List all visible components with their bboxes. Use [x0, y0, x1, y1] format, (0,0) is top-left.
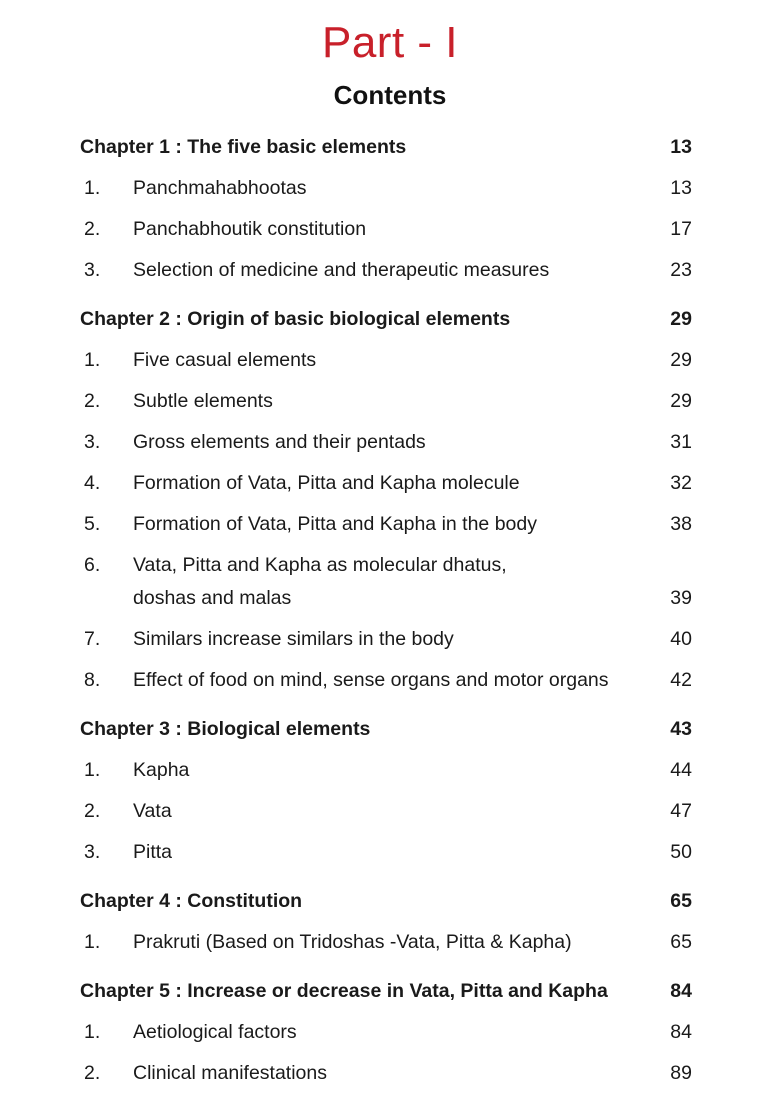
entry-title: Gross elements and their pentads [133, 431, 426, 453]
entry-number: 3. [84, 841, 101, 863]
entry-number: 3. [84, 431, 101, 453]
contents-heading: Contents [333, 80, 447, 110]
toc-entry[interactable] [80, 622, 692, 663]
entry-page: 32 [670, 472, 692, 494]
entry-page: 29 [670, 349, 692, 371]
entry-page: 29 [670, 390, 692, 412]
entry-page: 38 [670, 513, 692, 535]
entry-number: 5. [84, 513, 101, 535]
toc-entry[interactable] [80, 466, 692, 507]
chapter-2-heading[interactable] [80, 302, 692, 343]
entry-title-line-1: Vata, Pitta and Kapha as molecular dhatus, [133, 554, 507, 576]
entry-number: 1. [84, 177, 101, 199]
chapter-title: Chapter 2 : Origin of basic biological elements [80, 308, 511, 330]
entry-number: 2. [84, 390, 101, 412]
chapter-page: 43 [670, 718, 692, 740]
chapter-title: Chapter 5 : Increase or decrease in Vata, Pitta and Kapha [80, 980, 608, 1002]
table-of-contents [80, 130, 692, 1097]
chapter-3-heading[interactable] [80, 712, 692, 753]
chapter-5-heading[interactable] [80, 974, 692, 1015]
entry-number: 2. [84, 800, 101, 822]
entry-page: 17 [670, 218, 692, 240]
entry-number: 3. [84, 259, 101, 281]
entry-title: Panchabhoutik constitution [133, 218, 367, 240]
entry-title: Formation of Vata, Pitta and Kapha molecule [133, 472, 520, 494]
entry-number: 1. [84, 1021, 101, 1043]
entry-number: 6. [84, 554, 101, 576]
entry-number: 2. [84, 218, 101, 240]
chapter-1-heading[interactable] [80, 130, 692, 171]
toc-entry[interactable] [80, 212, 692, 253]
toc-entry[interactable] [80, 753, 692, 794]
toc-entry[interactable] [80, 1056, 692, 1097]
toc-entry[interactable] [80, 507, 692, 548]
chapter-page: 29 [670, 308, 692, 330]
entry-title: Kapha [133, 759, 190, 781]
entry-number: 1. [84, 931, 101, 953]
chapter-4-heading[interactable] [80, 884, 692, 925]
entry-page: 13 [670, 177, 692, 199]
entry-number: 8. [84, 669, 101, 691]
entry-number: 1. [84, 349, 101, 371]
toc-entry[interactable] [80, 171, 692, 212]
entry-title-line-2: doshas and malas [133, 587, 292, 609]
chapter-title: Chapter 4 : Constitution [80, 890, 303, 912]
toc-entry[interactable] [80, 343, 692, 384]
entry-title: Selection of medicine and therapeutic measures [133, 259, 550, 281]
entry-number: 1. [84, 759, 101, 781]
part-title: Part - I [321, 18, 459, 67]
entry-title: Vata [133, 800, 172, 822]
entry-title: Prakruti (Based on Tridoshas -Vata, Pitta & Kapha) [133, 931, 572, 953]
entry-title: Formation of Vata, Pitta and Kapha in the body [133, 513, 537, 535]
entry-title: Subtle elements [133, 390, 273, 412]
entry-page: 50 [670, 841, 692, 863]
toc-entry[interactable] [80, 925, 692, 966]
entry-page: 84 [670, 1021, 692, 1043]
chapter-page: 13 [670, 136, 692, 158]
toc-entry[interactable] [80, 548, 692, 622]
entry-number: 4. [84, 472, 101, 494]
entry-title: Pitta [133, 841, 173, 863]
entry-title: Panchmahabhootas [133, 177, 307, 199]
entry-title: Clinical manifestations [133, 1062, 328, 1084]
toc-entry[interactable] [80, 794, 692, 835]
toc-entry[interactable] [80, 253, 692, 294]
toc-entry[interactable] [80, 425, 692, 466]
toc-entry[interactable] [80, 835, 692, 876]
entry-page: 23 [670, 259, 692, 281]
chapter-title: Chapter 1 : The five basic elements [80, 136, 407, 158]
entry-number: 2. [84, 1062, 101, 1084]
toc-entry[interactable] [80, 384, 692, 425]
chapter-page: 84 [670, 980, 692, 1002]
entry-page: 31 [670, 431, 692, 453]
entry-title [133, 549, 652, 615]
entry-title: Aetiological factors [133, 1021, 297, 1043]
entry-title: Similars increase similars in the body [133, 628, 454, 650]
entry-title: Effect of food on mind, sense organs and motor organs [133, 669, 609, 691]
entry-page: 89 [670, 1062, 692, 1084]
entry-page: 44 [670, 759, 692, 781]
entry-page: 40 [670, 628, 692, 650]
toc-entry[interactable] [80, 1015, 692, 1056]
entry-page: 42 [670, 669, 692, 691]
entry-number: 7. [84, 628, 101, 650]
entry-page: 47 [670, 800, 692, 822]
entry-page: 65 [670, 931, 692, 953]
toc-entry[interactable] [80, 663, 692, 704]
chapter-page: 65 [670, 890, 692, 912]
entry-page: 39 [670, 587, 692, 609]
chapter-title: Chapter 3 : Biological elements [80, 718, 371, 740]
entry-title: Five casual elements [133, 349, 317, 371]
